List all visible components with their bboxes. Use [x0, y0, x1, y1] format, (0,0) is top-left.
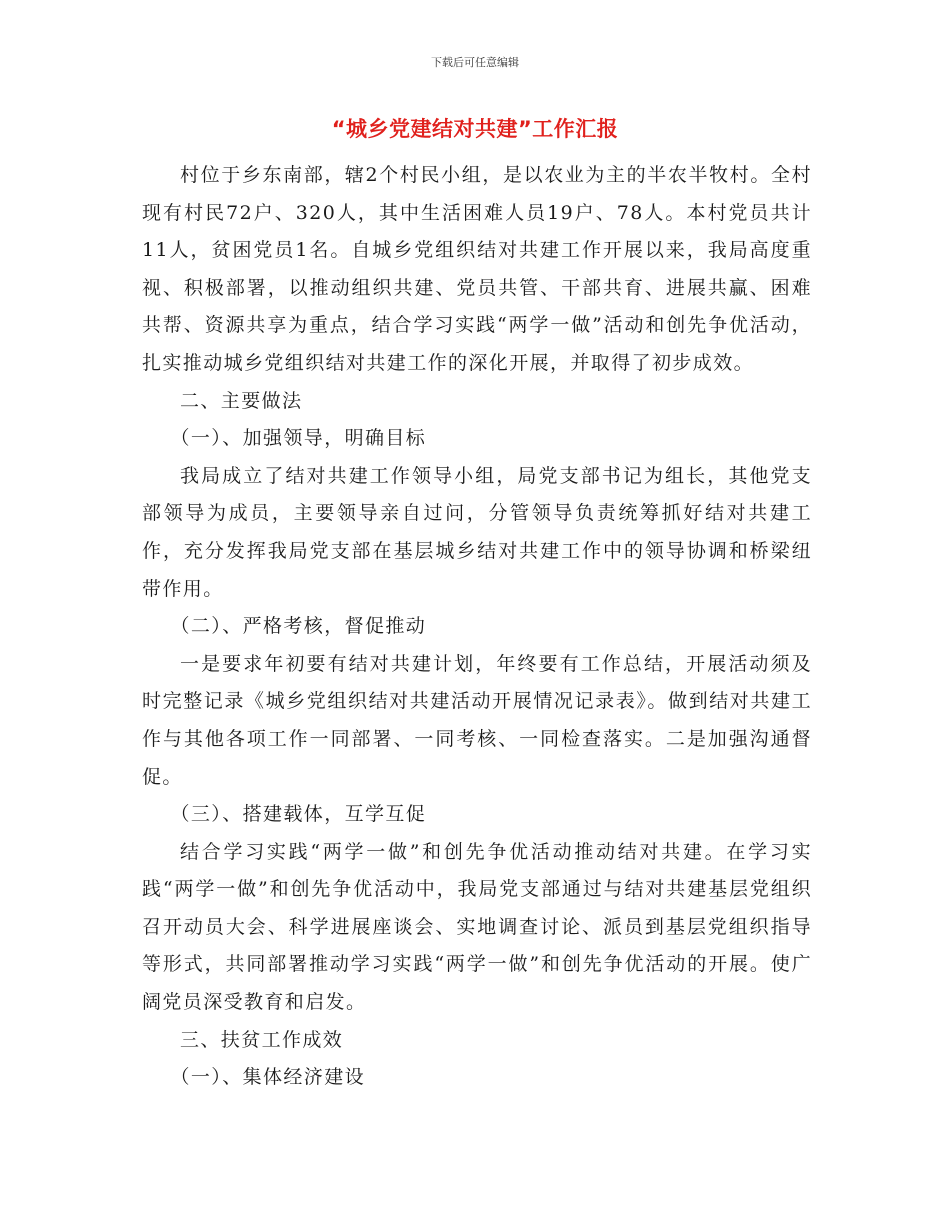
- paragraph-carrier: 结合学习实践“两学一做”和创先争优活动推动结对共建。在学习实践“两学一做”和创先争优活动中，我局党支部通过与结对共建基层党组织召开动员大会、科学进展座谈会、实地调查讨论、派员到基层党组织指导等形式，共同部署推动学习实践“两学一做”和创先争优活动的开展。使广阔党员深受教育和启发。: [142, 840, 812, 1014]
- paragraph-leadership: 我局成立了结对共建工作领导小组，局党支部书记为组长，其他党支部领导为成员，主要领导亲自过问，分管领导负责统筹抓好结对共建工作，充分发挥我局党支部在基层城乡结对共建工作中的领导协调和桥梁纽带作用。: [142, 464, 812, 600]
- document-title: “城乡党建结对共建”工作汇报: [331, 117, 619, 141]
- subheading-assessment: （二）、严格考核，督促推动: [170, 615, 427, 638]
- paragraph-assessment: 一是要求年初要有结对共建计划，年终要有工作总结，开展活动须及时完整记录《城乡党组织结对共建活动开展情况记录表》。做到结对共建工作与其他各项工作一同部署、一同考核、一同检查落实。二是加强沟通督促。: [142, 652, 812, 788]
- subheading-collective-economy: （一）、集体经济建设: [170, 1066, 366, 1089]
- document-body: [142, 157, 812, 1097]
- intro-paragraph: 村位于乡东南部，辖2个村民小组，是以农业为主的半农半牧村。全村现有村民72户、320人，其中生活困难人员19户、78人。本村党员共计11人，贫困党员1名。自城乡党组织结对共建工作开展以来，我局高度重视、积极部署，以推动组织共建、党员共管、干部共育、进展共赢、困难共帮、资源共享为重点，结合学习实践“两学一做”活动和创先争优活动，扎实推动城乡党组织结对共建工作的深化开展，并取得了初步成效。: [142, 164, 812, 374]
- header-note: 下载后可任意编辑: [431, 56, 519, 69]
- subheading-carrier: （三）、搭建载体，互学互促: [170, 803, 427, 826]
- section-heading-main-practices: 二、主要做法: [180, 389, 303, 412]
- subheading-leadership: （一）、加强领导，明确目标: [170, 427, 427, 450]
- section-heading-poverty-results: 三、扶贫工作成效: [180, 1028, 344, 1051]
